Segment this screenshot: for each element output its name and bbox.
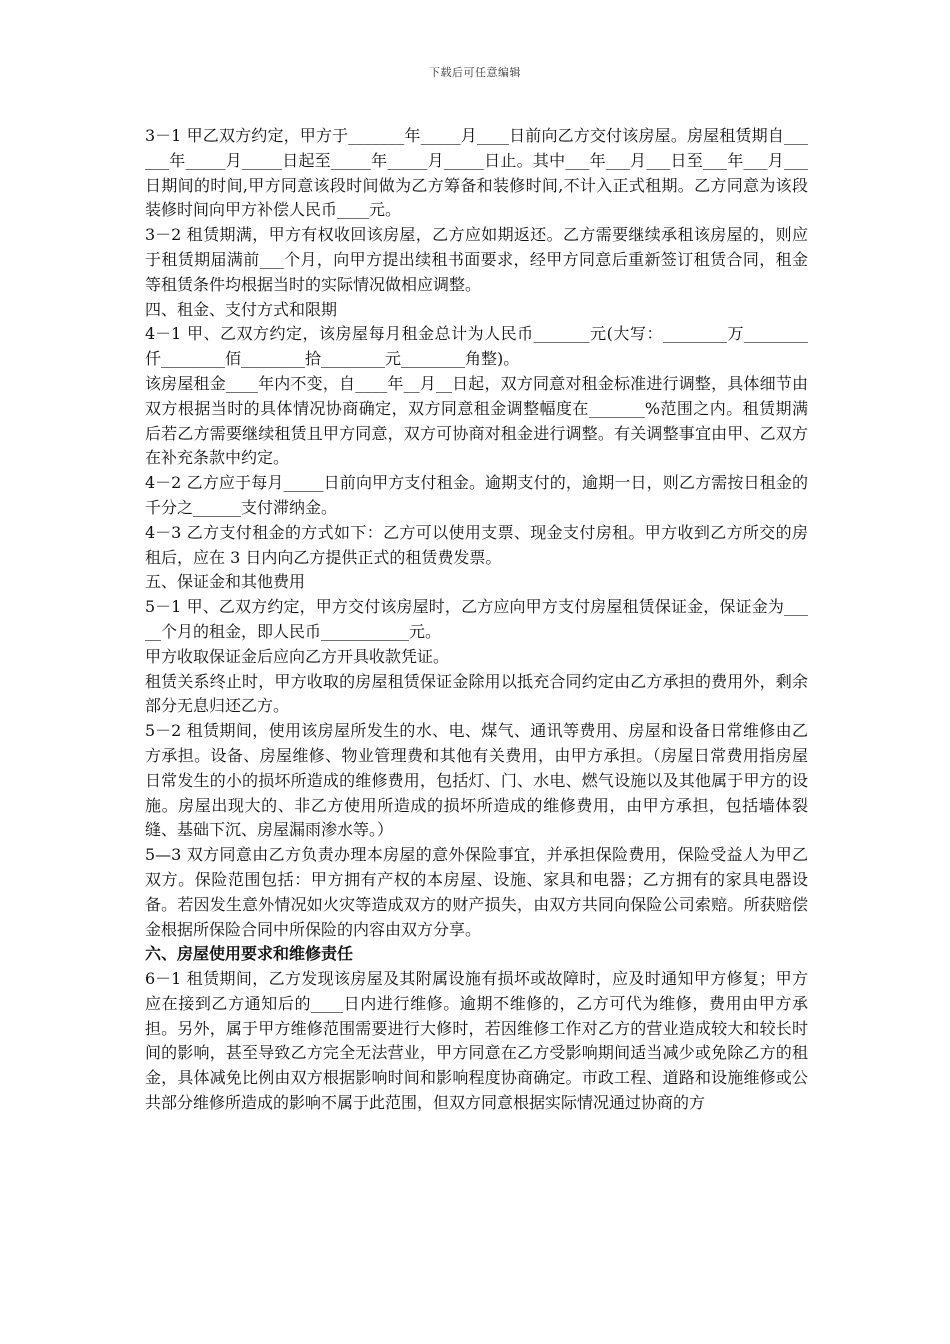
clause-4-3: 4－3 乙方支付租金的方式如下：乙方可以使用支票、现金支付房租。甲方收到乙方所交的房租后，应在 3 日内向乙方提供正式的租赁费发票。 xyxy=(145,522,808,567)
section-heading-5: 五、保证金和其他费用 xyxy=(145,572,306,592)
clause-4-1: 4－1 甲、乙双方约定，该房屋每月租金总计为人民币_______元(大写：________万________仟________佰________拾________元________角整)。 xyxy=(145,324,808,369)
clause-5-1-refund: 租赁关系终止时，甲方收取的房屋租赁保证金除用以抵充合同约定由乙方承担的费用外，剩余部分无息归还乙方。 xyxy=(145,671,808,716)
document-body xyxy=(145,124,808,1116)
page-header: 下载后可任意编辑 xyxy=(429,66,521,79)
clause-6-1: 6－1 租赁期间，乙方发现该房屋及其附属设施有损坏或故障时，应及时通知甲方修复；甲方应在接到乙方通知后的____日内进行维修。逾期不维修的，乙方可代为维修，费用由甲方承担。另外，属于甲方维修范围需要进行大修时，若因维修工作对乙方的营业造成较大和较长时间的影响，甚至导致乙方完全无法营业，甲方同意在乙方受影响期间适当减少或免除乙方的租金，具体减免比例由双方根据影响时间和影响程度协商确定。市政工程、道路和设施维修或公共部分维修所造成的影响不属于此范围，但双方同意根据实际情况通过协商的方 xyxy=(145,969,808,1113)
clause-4-1-adjustment: 该房屋租金____年内不变，自____年__月__日起，双方同意对租金标准进行调整，具体细节由双方根据当时的具体情况协商确定，双方同意租金调整幅度在_______%范围之内。租赁期满后若乙方需要继续租赁且甲方同意，双方可协商对租金进行调整。有关调整事宜由甲、乙双方在补充条款中约定。 xyxy=(145,373,808,468)
clause-3-2: 3－2 租赁期满，甲方有权收回该房屋，乙方应如期返还。乙方需要继续承租该房屋的，则应于租赁期届满前___个月，向甲方提出续租书面要求，经甲方同意后重新签订租赁合同，租金等租赁条件均根据当时的实际情况做相应调整。 xyxy=(145,225,808,294)
clause-5-3: 5—3 双方同意由乙方负责办理本房屋的意外保险事宜，并承担保险费用，保险受益人为甲乙双方。保险范围包括：甲方拥有产权的本房屋、设施、家具和电器；乙方拥有的家具电器设备。若因发生意外情况如火灾等造成双方的财产损失，由双方共同向保险公司索赔。所获赔偿金根据所保险合同中所保险的内容由双方分享。 xyxy=(145,845,808,939)
section-heading-4: 四、租金、支付方式和限期 xyxy=(145,299,338,319)
clause-3-1: 3－1 甲乙双方约定，甲方于_______年_____月____日前向乙方交付该房屋。房屋租赁期自______年_____月_____日起至_____年_____月_____日止。其中___年___月___日至___年___月___日期间的时间,甲方同意该段时间做为乙方筹备和装修时间,不计入正式租期。乙方同意为该段装修时间向甲方补偿人民币____元。 xyxy=(145,126,808,220)
clause-4-2: 4－2 乙方应于每月_____日前向甲方支付租金。逾期支付的，逾期一日，则乙方需按日租金的千分之______支付滞纳金。 xyxy=(145,473,808,517)
clause-5-1-receipt: 甲方收取保证金后应向乙方开具收款凭证。 xyxy=(145,646,450,666)
clause-5-2: 5－2 租赁期间，使用该房屋所发生的水、电、煤气、通讯等费用、房屋和设备日常维修由乙方承担。设备、房屋维修、物业管理费和其他有关费用，由甲方承担。（房屋日常费用指房屋日常发生的小的损坏所造成的维修费用，包括灯、门、水电、燃气设施以及其他属于甲方的设施。房屋出现大的、非乙方使用所造成的损坏所造成的维修费用，由甲方承担，包括墙体裂缝、基础下沉、房屋漏雨渗水等。） xyxy=(145,721,808,840)
clause-5-1: 5－1 甲、乙双方约定，甲方交付该房屋时，乙方应向甲方支付房屋租赁保证金，保证金为_____个月的租金，即人民币___________元。 xyxy=(145,597,808,641)
section-heading-6: 六、房屋使用要求和维修责任 xyxy=(145,944,354,964)
